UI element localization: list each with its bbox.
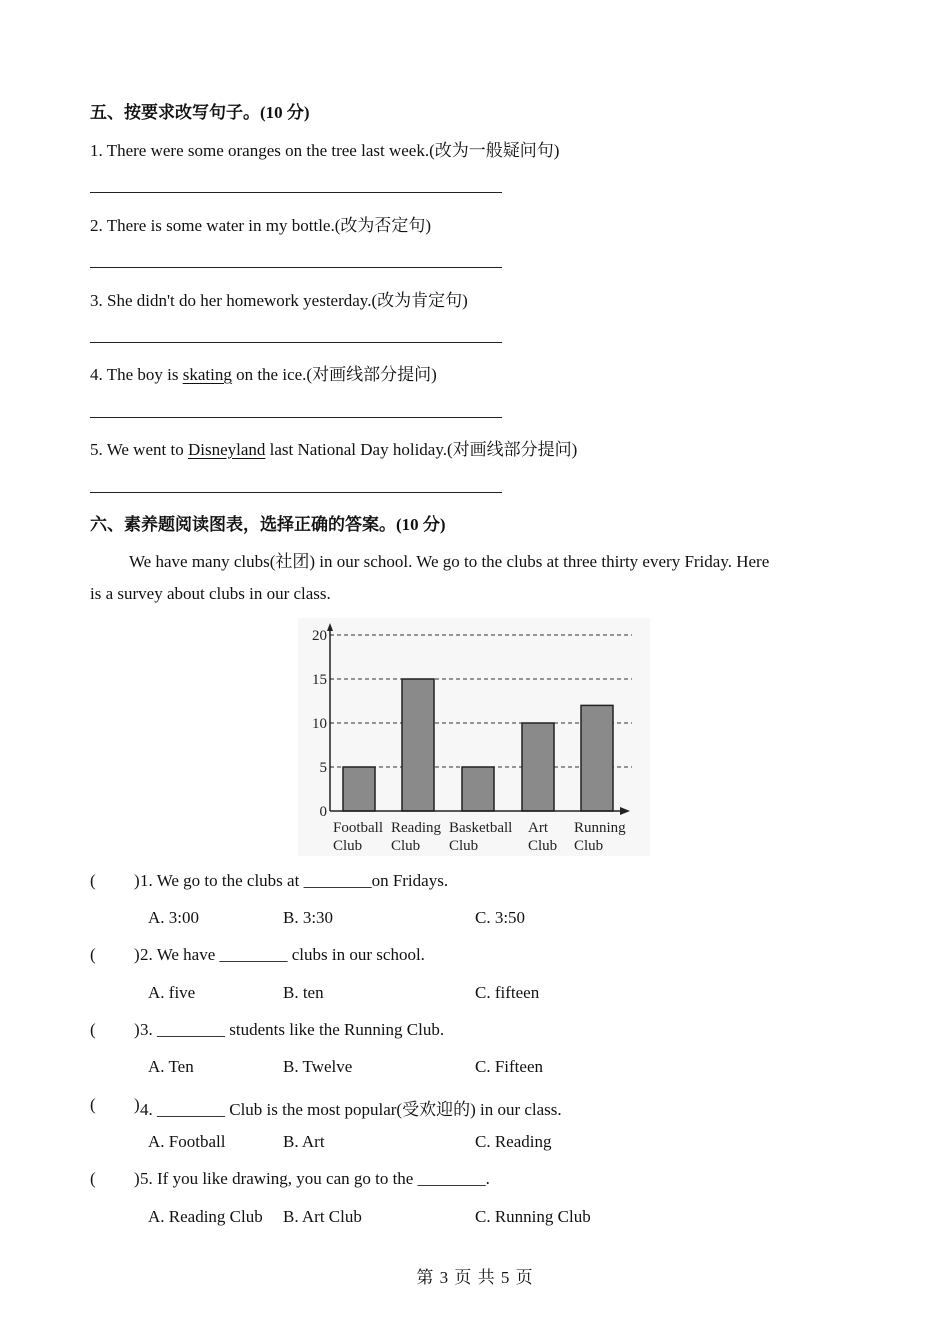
option-a[interactable]: A. Football (148, 1132, 226, 1151)
section6-heading: 六、素养题阅读图表，选择正确的答案。(10 分) (90, 515, 446, 534)
question-text: 5. If you like drawing, you can go to the ________. (140, 1169, 490, 1188)
answer-paren-open: ( (90, 1095, 96, 1114)
rewrite-item-4 (90, 360, 437, 385)
x-tick-label: Basketball (449, 820, 513, 836)
x-tick-label: Club (449, 838, 479, 854)
option-a[interactable]: A. 3:00 (148, 908, 199, 927)
bar-reading-club (402, 679, 434, 811)
rewrite-item-1 (90, 136, 559, 161)
y-tick-label: 0 (319, 804, 327, 820)
answer-paren-open: ( (90, 871, 96, 890)
answer-line-5[interactable] (90, 492, 502, 493)
underlined-word: Disneyland (187, 440, 266, 459)
answer-blank[interactable] (100, 871, 132, 893)
question-text: 1. We go to the clubs at ________on Fridays. (140, 871, 449, 890)
item-text: last National Day holiday.(对画线部分提问) (265, 440, 578, 459)
club-survey-chart (298, 618, 650, 856)
x-tick-label: Club (391, 838, 421, 854)
question-text: 3. ________ students like the Running Club. (140, 1020, 445, 1039)
x-tick-label: Club (333, 838, 363, 854)
y-tick-label: 5 (319, 760, 327, 776)
x-tick-label: Football (333, 820, 384, 836)
option-c[interactable]: C. Running Club (475, 1207, 591, 1226)
x-tick-label: Art (528, 820, 548, 836)
option-c[interactable]: C. Fifteen (475, 1057, 543, 1076)
answer-paren-open: ( (90, 1020, 96, 1039)
answer-line-4[interactable] (90, 417, 502, 418)
y-tick-label: 10 (312, 716, 327, 732)
answer-paren-close: ) (134, 871, 140, 890)
answer-line-2[interactable] (90, 267, 502, 268)
item-text: 2. There is some water in my bottle.(改为否定句) (90, 216, 432, 235)
answer-paren-open: ( (90, 1169, 96, 1188)
option-c[interactable]: C. fifteen (475, 983, 540, 1002)
answer-blank[interactable] (100, 1169, 132, 1191)
bar-basketball-club (462, 767, 494, 811)
intro-line-2: is a survey about clubs in our class. (90, 584, 331, 603)
option-b[interactable]: B. 3:30 (283, 908, 334, 927)
answer-line-1[interactable] (90, 192, 502, 193)
section5-heading: 五、按要求改写句子。(10 分) (90, 103, 310, 122)
answer-paren-close: ) (134, 1020, 140, 1039)
page-number: 第 3 页 共 5 页 (416, 1268, 534, 1287)
option-a[interactable]: A. Ten (148, 1057, 194, 1076)
underlined-word: skating (182, 365, 232, 384)
y-tick-label: 20 (312, 628, 327, 644)
option-b[interactable]: B. ten (283, 983, 324, 1002)
x-tick-label: Reading (391, 820, 441, 836)
rewrite-item-2 (90, 211, 431, 236)
item-text: 5. We went to (90, 440, 188, 459)
option-b[interactable]: B. Art (283, 1132, 325, 1151)
option-a[interactable]: A. five (148, 983, 196, 1002)
answer-paren-close: ) (134, 945, 140, 964)
option-b[interactable]: B. Art Club (283, 1207, 362, 1226)
answer-blank[interactable] (100, 1020, 132, 1042)
x-tick-label: Running (574, 820, 626, 836)
option-a[interactable]: A. Reading Club (148, 1207, 263, 1226)
intro-line-1: We have many clubs(社团) in our school. We go to the clubs at three thirty every Friday. Here (129, 552, 770, 571)
item-text: on the ice.(对画线部分提问) (231, 365, 437, 384)
answer-blank[interactable] (100, 945, 132, 967)
question-text: 2. We have ________ clubs in our school. (140, 945, 425, 964)
x-tick-label: Club (574, 838, 604, 854)
option-b[interactable]: B. Twelve (283, 1057, 353, 1076)
answer-paren-close: ) (134, 1095, 140, 1114)
bar-running-club (581, 705, 613, 811)
option-c[interactable]: C. Reading (475, 1132, 552, 1151)
y-tick-label: 15 (312, 672, 327, 688)
rewrite-item-5 (90, 435, 577, 460)
item-text: 4. The boy is (90, 365, 183, 384)
answer-paren-close: ) (134, 1169, 140, 1188)
bar-art-club (522, 723, 554, 811)
item-text: 3. She didn't do her homework yesterday.(改为肯定句) (90, 291, 468, 310)
x-tick-label: Club (528, 838, 558, 854)
answer-blank[interactable] (100, 1095, 132, 1117)
answer-paren-open: ( (90, 945, 96, 964)
rewrite-item-3 (90, 286, 468, 311)
question-text: 4. ________ Club is the most popular(受欢迎的) in our class. (140, 1100, 562, 1119)
bar-football-club (343, 767, 375, 811)
option-c[interactable]: C. 3:50 (475, 908, 526, 927)
item-text: 1. There were some oranges on the tree last week.(改为一般疑问句) (90, 141, 560, 160)
answer-line-3[interactable] (90, 342, 502, 343)
